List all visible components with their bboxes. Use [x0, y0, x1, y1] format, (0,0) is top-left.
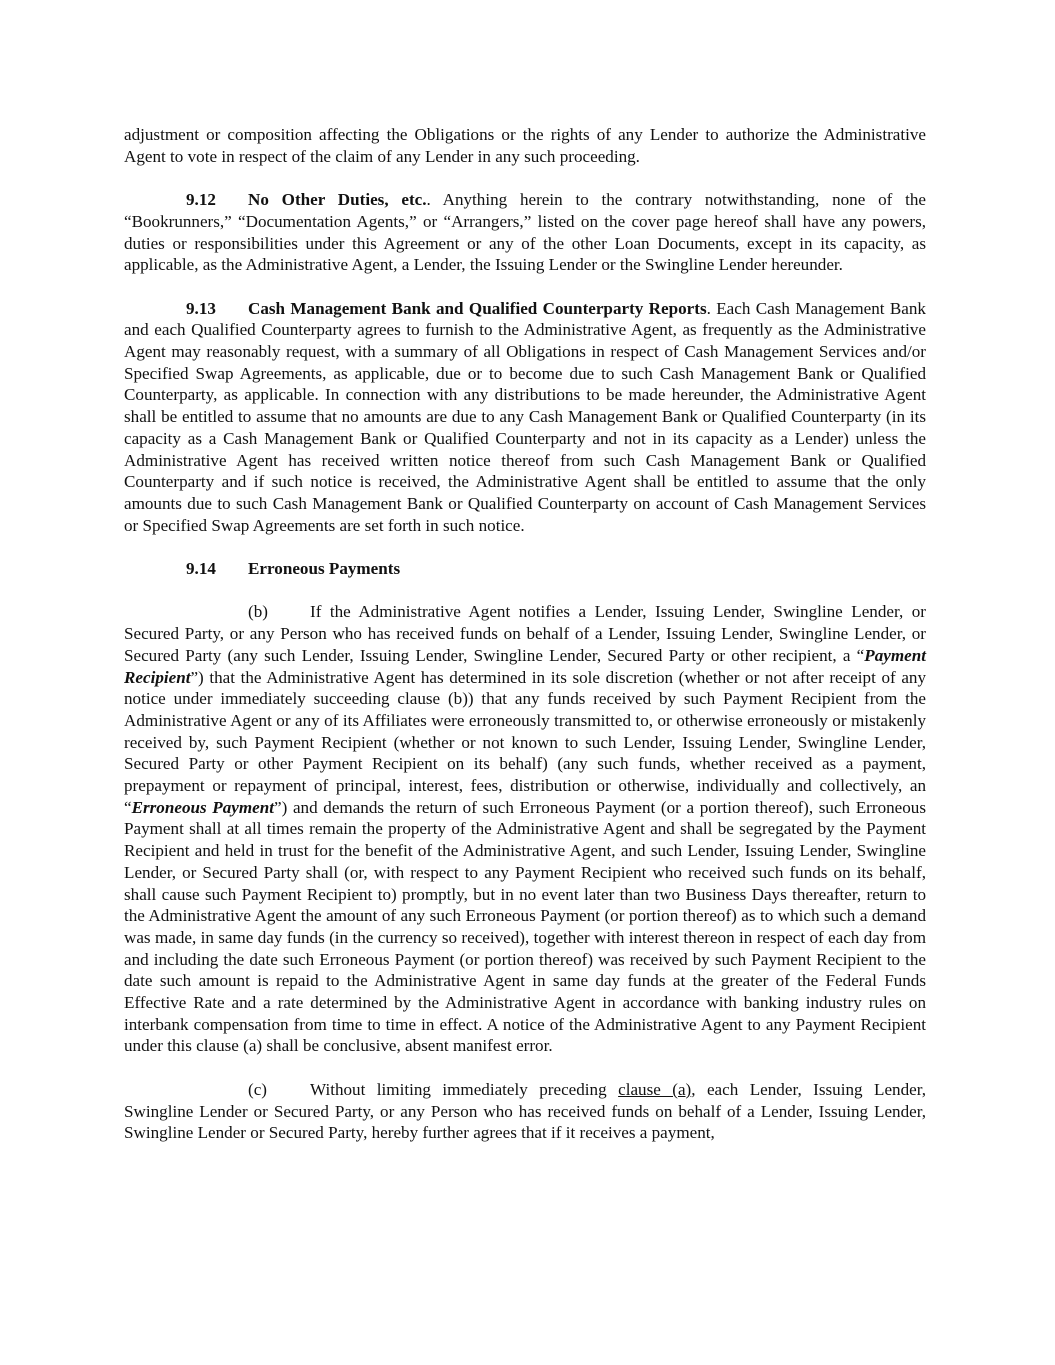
clause-b [124, 601, 926, 1057]
section-number: 9.12 [186, 190, 216, 210]
section-9-14-heading [124, 558, 926, 580]
clause-text: If the Administrative Agent notifies a Lender, Issuing Lender, Swingline Lender, or Secured Party, or any Person who has received funds on behalf of a Lender, Issuing Lender, Swingline Lender, or Secured Party (any such Lender, Issuing Lender, Swingline Lender, Secured Party or other recipient, a “ [124, 602, 926, 665]
section-title: Erroneous Payments [248, 559, 401, 579]
clause-label: (c) [248, 1079, 267, 1099]
clause-reference: clause (a) [618, 1079, 692, 1099]
clause-text: Without limiting immediately preceding [310, 1079, 619, 1099]
document-page [124, 124, 926, 1166]
section-number: 9.14 [186, 559, 216, 579]
section-number: 9.13 [186, 298, 216, 318]
section-title: No Other Duties, etc. [248, 190, 427, 210]
defined-term: Payment Recipient [124, 645, 926, 687]
continuation-paragraph: adjustment or composition affecting the Obligations or the rights of any Lender to authorize the Administrative Agent to vote in respect of the claim of any Lender in any such proceeding. [124, 125, 926, 166]
clause-text: ”) and demands the return of such Erroneous Payment (or a portion thereof), such Erroneous Payment shall at all times remain the property of the Administrative Agent and shall be segregated by the Payment Recipient and held in trust for the benefit of the Administrative Agent, and such Lender, Issuing Lender, Swingline Lender, or Secured Party shall (or, with respect to any Payment Recipient who received such funds on its behalf, shall cause such Payment Recipient to) promptly, but in no event later than two Business Days thereafter, return to the Administrative Agent the amount of any such Erroneous Payment (or portion thereof) as to which such a demand was made, in same day funds (in the currency so received), together with interest thereon in respect of each day from and including the date such Erroneous Payment (or portion thereof) was received by such Payment Recipient to the date such amount is repaid to the Administrative Agent in same day funds at the greater of the Federal Funds Effective Rate and a rate determined by the Administrative Agent in accordance with banking industry rules on interbank compensation from time to time in effect. A notice of the Administrative Agent to any Payment Recipient under this clause (a) shall be conclusive, absent manifest error. [124, 797, 926, 1056]
clause-c [124, 1079, 926, 1144]
section-9-13 [124, 298, 926, 537]
clause-label: (b) [248, 602, 268, 622]
section-body: . Each Cash Management Bank and each Qualified Counterparty agrees to furnish to the Administrative Agent, as frequently as the Administrative Agent may reasonably request, with a summary of all Obligations in respect of Cash Management Services and/or Specified Swap Agreements, as applicable, due or to become due to such Cash Management Bank or Qualified Counterparty, as applicable. In connection with any distributions to be made hereunder, the Administrative Agent shall be entitled to assume that no amounts are due to any Cash Management Bank or Qualified Counterparty (in its capacity as a Cash Management Bank or Qualified Counterparty and not in its capacity as a Lender) unless the Administrative Agent has received written notice thereof from such Cash Management Bank or Qualified Counterparty and if such notice is received, the Administrative Agent shall be entitled to assume that the only amounts due to such Cash Management Bank or Qualified Counterparty on account of Cash Management Services or Specified Swap Agreements are set forth in such notice. [124, 298, 926, 535]
defined-term: Erroneous Payment [131, 797, 275, 817]
clause-text: ”) that the Administrative Agent has determined in its sole discretion (whether or not after receipt of any notice under immediately succeeding clause (b)) that any funds received by such Payment Recipient from the Administrative Agent or any of its Affiliates were erroneously transmitted to, or otherwise erroneously or mistakenly received by, such Payment Recipient (whether or not known to such Lender, Issuing Lender, Swingline Lender, Secured Party or other Payment Recipient on its behalf) (any such funds, whether received as a payment, prepayment or repayment of principal, interest, fees, distribution or otherwise, individually and collectively, an “ [124, 667, 926, 817]
section-body: . Anything herein to the contrary notwithstanding, none of the “Bookrunners,” “Documentation Agents,” or “Arrangers,” listed on the cover page hereof shall have any powers, duties or responsibilities under this Agreement or any of the other Loan Documents, except in its capacity, as applicable, as the Administrative Agent, a Lender, the Issuing Lender or the Swingline Lender hereunder. [124, 190, 926, 275]
clause-text: , each Lender, Issuing Lender, Swingline Lender or Secured Party, or any Person who has received funds on behalf of a Lender, Issuing Lender, Swingline Lender or Secured Party, hereby further agrees that if it receives a payment, [124, 1079, 926, 1143]
section-9-12 [124, 189, 926, 276]
section-title: Cash Management Bank and Qualified Counterparty Reports [248, 298, 707, 318]
